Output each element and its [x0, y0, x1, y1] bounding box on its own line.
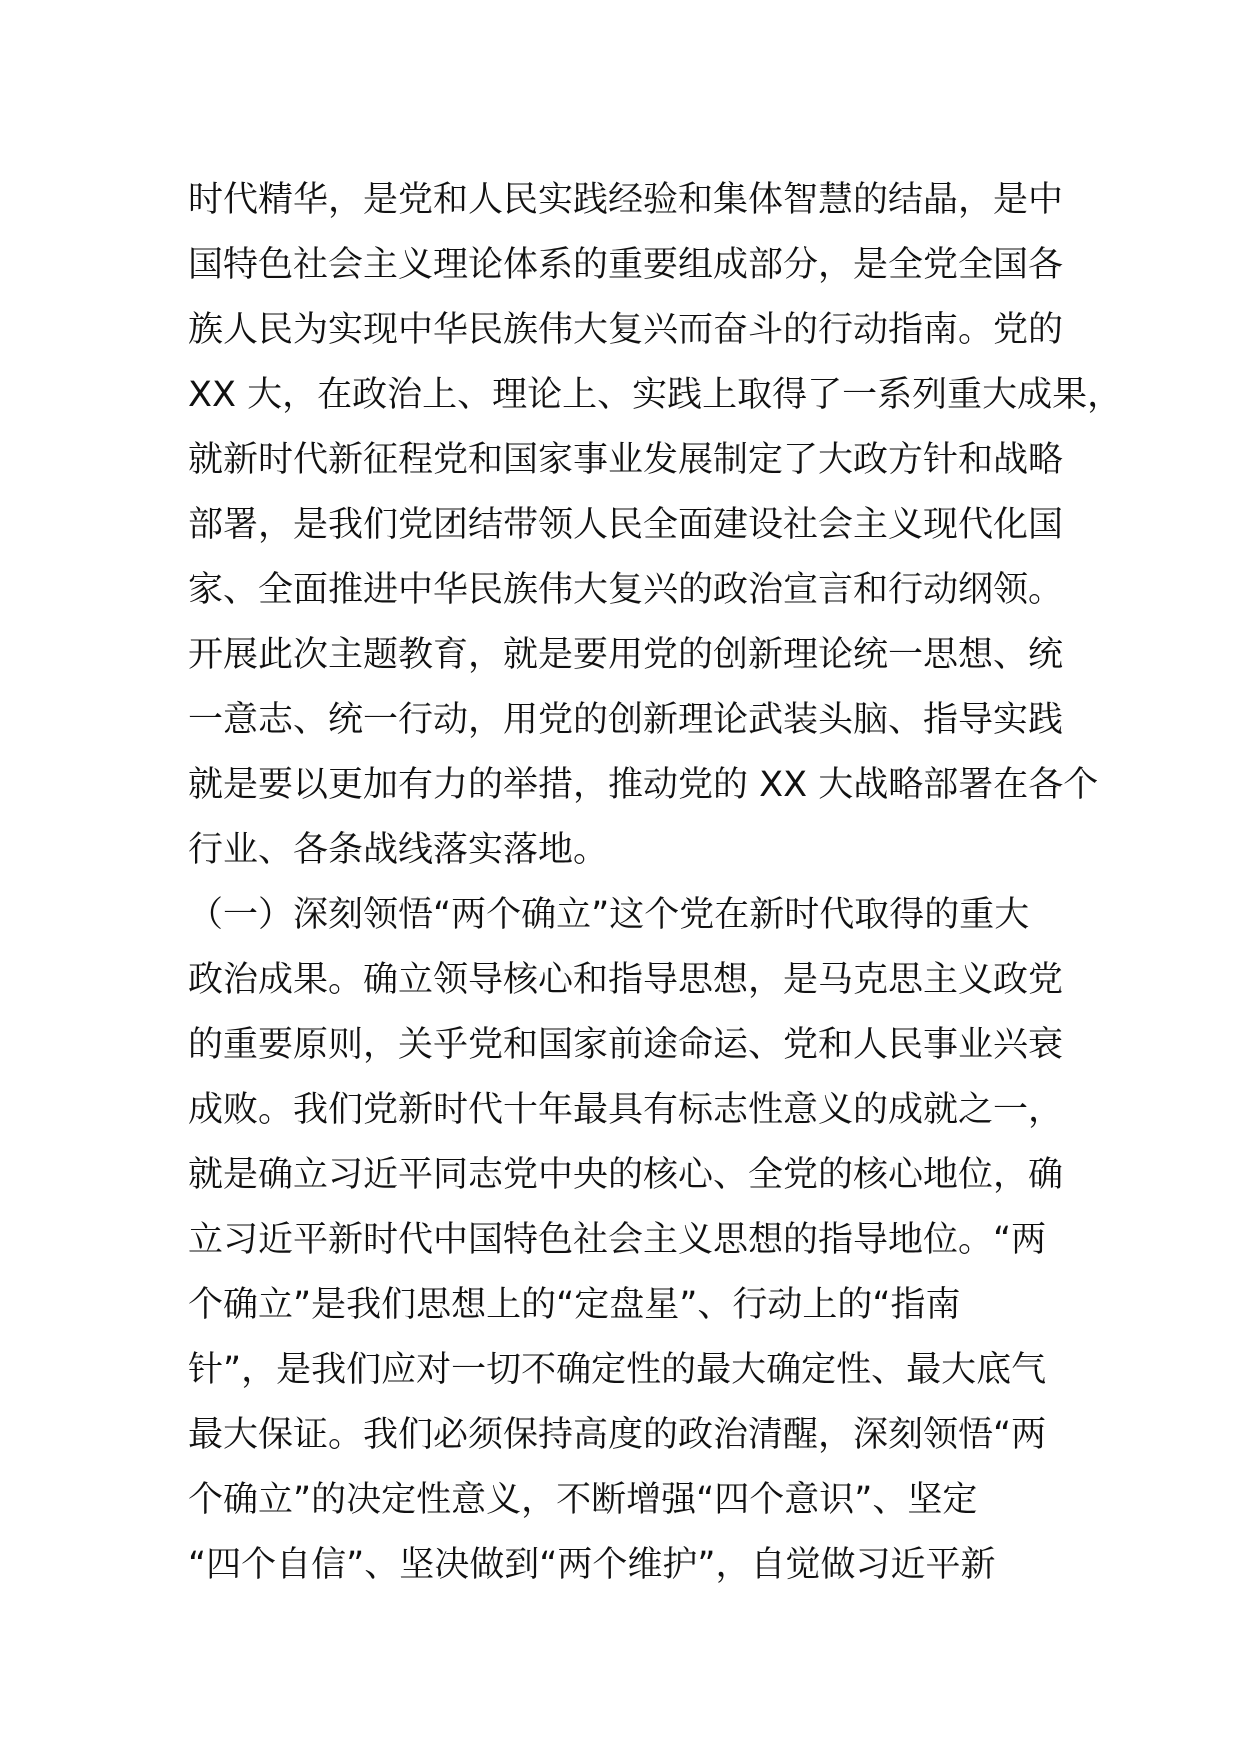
- text-line-14: 的重要原则，关乎党和国家前途命运、党和人民事业兴衰: [188, 1025, 1064, 1065]
- text-line-10: 就是要以更加有力的举措，推动党的 XX 大战略部署在各个: [188, 765, 1099, 805]
- text-line-9: 一意志、统一行动，用党的创新理论武装头脑、指导实践: [188, 700, 1064, 740]
- text-line-5: 就新时代新征程党和国家事业发展制定了大政方针和战略: [188, 440, 1064, 480]
- text-line-17: 立习近平新时代中国特色社会主义思想的指导地位。“两: [188, 1220, 1047, 1260]
- text-line-16: 就是确立习近平同志党中央的核心、全党的核心地位，确: [188, 1155, 1064, 1195]
- text-line-22: “四个自信”、坚决做到“两个维护”，自觉做习近平新: [188, 1545, 996, 1585]
- text-line-3: 族人民为实现中华民族伟大复兴而奋斗的行动指南。党的: [188, 310, 1064, 350]
- text-line-18: 个确立”是我们思想上的“定盘星”、行动上的“指南: [188, 1285, 961, 1325]
- text-line-4: XX 大，在政治上、理论上、实践上取得了一系列重大成果，: [188, 375, 1123, 415]
- body-text: [188, 168, 1123, 1598]
- text-line-11: 行业、各条战线落实落地。: [188, 830, 609, 870]
- text-line-19: 针”，是我们应对一切不确定性的最大确定性、最大底气: [188, 1350, 1047, 1390]
- text-line-21: 个确立”的决定性意义，不断增强“四个意识”、坚定: [188, 1480, 978, 1520]
- text-line-7: 家、全面推进中华民族伟大复兴的政治宣言和行动纲领。: [188, 570, 1064, 610]
- text-line-13: 政治成果。确立领导核心和指导思想，是马克思主义政党: [188, 960, 1064, 1000]
- text-line-6: 部署，是我们党团结带领人民全面建设社会主义现代化国: [188, 505, 1064, 545]
- text-line-8: 开展此次主题教育，就是要用党的创新理论统一思想、统: [188, 635, 1064, 675]
- text-line-15: 成败。我们党新时代十年最具有标志性意义的成就之一，: [188, 1090, 1064, 1130]
- text-line-2: 国特色社会主义理论体系的重要组成部分，是全党全国各: [188, 245, 1064, 285]
- text-line-20: 最大保证。我们必须保持高度的政治清醒，深刻领悟“两: [188, 1415, 1047, 1455]
- text-line-1: 时代精华，是党和人民实践经验和集体智慧的结晶，是中: [188, 180, 1064, 220]
- section-heading-line: （一）深刻领悟“两个确立”这个党在新时代取得的重大: [188, 895, 1030, 935]
